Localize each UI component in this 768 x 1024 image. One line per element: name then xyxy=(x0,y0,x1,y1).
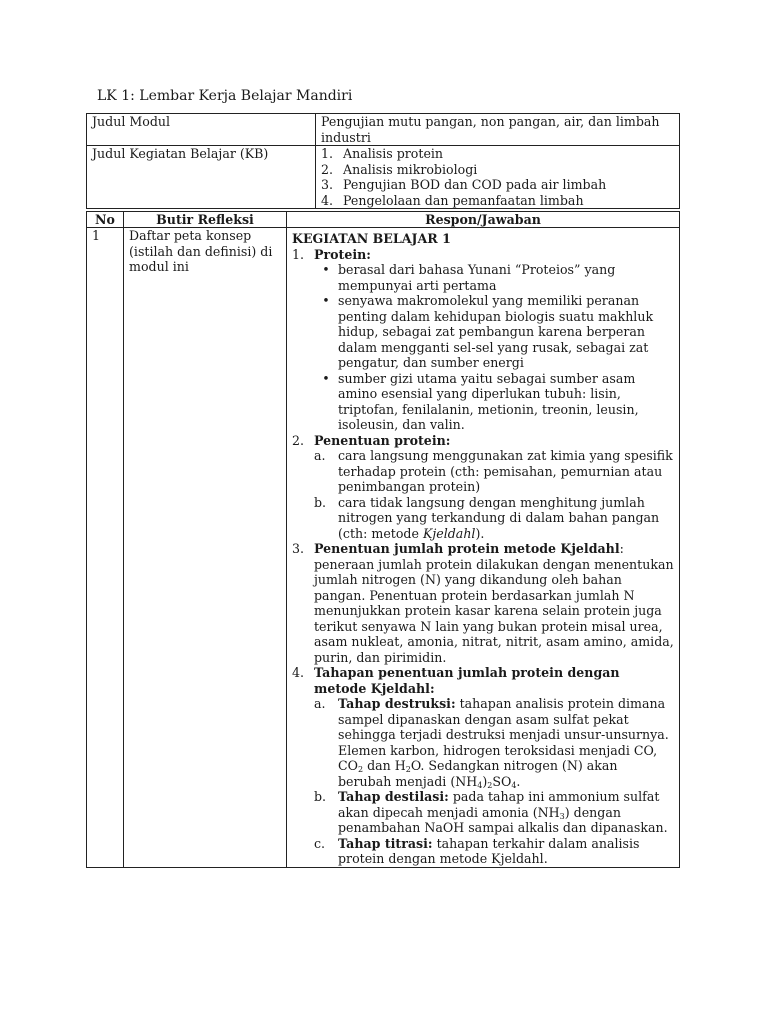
activity-title-label: Judul Kegiatan Belajar (KB) xyxy=(87,146,316,209)
header-no: No xyxy=(87,212,124,228)
bullet-icon: • xyxy=(322,370,330,386)
section-title: Penentuan protein: xyxy=(314,432,451,448)
row-reflection-item: Daftar peta konsep (istilah dan definisi) di modul ini xyxy=(124,228,287,868)
activity-title-row xyxy=(87,146,680,209)
list-item: a. Tahap destruksi: tahapan analisis protein dimana sampel dipanaskan dengan asam sulfat pekat sehingga terjadi destruksi menjadi unsur-unsurnya. Elemen karbon, hidrogen teroksidasi menjadi CO, $CO_2$ dan $H_2O$. Sedangkan nitrogen (N) akan berubah menjadi $(NH_4)_2SO_4$. xyxy=(314,696,669,790)
list-item: 3. Pengujian BOD dan COD pada air limbah xyxy=(321,177,607,192)
section-penentuan-protein: 2. Penentuan protein: a. cara langsung menggunakan zat kimia yang spesifik terhadap protein (cth: pemisahan, pemurnian atau penimbangan protein) b. cara tidak langsung dengan menghitung jumlah nitrogen yang terkandung di dalam bahan pangan (cth: metode Kjeldahl). xyxy=(292,432,673,541)
list-item: • sumber gizi utama yaitu sebagai sumber asam amino esensial yang diperlukan tubuh: lisin, triptofan, fenilalanin, metionin, treonin, leusin, isoleusin, dan valin. xyxy=(314,371,674,433)
response-cell xyxy=(287,228,680,868)
reflection-table xyxy=(86,211,680,868)
section-text: peneraan jumlah protein dilakukan dengan menentukan jumlah nitrogen (N) yang dikandung oleh bahan pangan. Penentuan protein berdasarkan jumlah N menunjukkan protein kasar karena selain protein juga terikut senyawa N lain yang bukan protein misal urea, asam nukleat, amonia, nitrat, nitrit, asam amino, amida, purin, dan pirimidin. xyxy=(314,556,674,665)
bullet-icon: • xyxy=(322,262,330,277)
section-tahapan: 4. Tahapan penentuan jumlah protein dengan metode Kjeldahl: a. Tahap destruksi: tahapan analisis protein dimana sampel dipanaskan dengan asam sulfat pekat sehingga terjadi destruksi menjadi unsur-unsurnya. Elemen karbon, hidrogen teroksidasi menjadi CO, $CO_2$ dan $H_2O$. Sedangkan nitrogen (N) akan berubah menjadi $(NH_4)_2SO_4$. b. Tahap destilasi: pada tahap ini ammonium sulfat akan dipecah menjadi amonia $(NH_3)$ dengan penambahan NaOH sampai alkalis dan dipanaskan. c. Tahap titrasi: tahapan terkahir dalam analisis protein dengan metode Kjeldahl. xyxy=(292,665,674,867)
list-item: c. Tahap titrasi: tahapan terkahir dalam analisis protein dengan metode Kjeldahl. xyxy=(314,835,640,866)
list-item: 4. Pengelolaan dan pemanfaatan limbah xyxy=(321,192,584,208)
module-info-table xyxy=(86,113,680,209)
section-title: Tahapan penentuan jumlah protein dengan metode Kjeldahl: xyxy=(314,665,620,696)
activity-list xyxy=(321,146,674,208)
section-title: Penentuan jumlah protein metode Kjeldahl xyxy=(314,541,620,556)
list-item: • berasal dari bahasa Yunani “Proteios” yang mempunyai arti pertama xyxy=(314,262,674,293)
table-row xyxy=(87,228,680,868)
module-title-row xyxy=(87,114,680,146)
section-protein: 1. Protein: • berasal dari bahasa Yunani “Proteios” yang mempunyai arti pertama • senyawa makromolekul yang memiliki peranan penting dalam kehidupan biologis suatu makhluk hidup, sebagai zat pembangun karena berperan dalam mengganti sel-sel yang rusak, sebagai zat pengatur, dan sumber energi • sumber gizi utama yaitu sebagai sumber asam amino esensial yang diperlukan tubuh: lisin, triptofan, fenilalanin, metionin, treonin, leusin, isoleusin, dan valin. xyxy=(292,247,674,433)
module-title-value: Pengujian mutu pangan, non pangan, air, dan limbah industri xyxy=(316,114,680,146)
list-item: 1. Analisis protein xyxy=(321,146,444,161)
section-title: Protein: xyxy=(314,246,371,262)
header-butir-refleksi: Butir Refleksi xyxy=(124,212,287,228)
header-row xyxy=(87,212,680,228)
row-number: 1 xyxy=(87,228,124,868)
worksheet-title: LK 1: Lembar Kerja Belajar Mandiri xyxy=(97,88,353,104)
list-item: 2. Analisis mikrobiologi xyxy=(321,161,478,177)
list-item: a. cara langsung menggunakan zat kimia yang spesifik terhadap protein (cth: pemisahan, pemurnian atau penimbangan protein) xyxy=(314,448,673,494)
list-item: b. cara tidak langsung dengan menghitung jumlah nitrogen yang terkandung di dalam bahan pangan (cth: metode Kjeldahl). xyxy=(314,494,660,541)
activity-list-cell xyxy=(316,146,680,209)
bullet-icon: • xyxy=(322,293,330,308)
header-respon-jawaban: Respon/Jawaban xyxy=(287,212,680,228)
module-title-label: Judul Modul xyxy=(87,114,316,146)
kb-heading: KEGIATAN BELAJAR 1 xyxy=(292,231,451,246)
list-item: b. Tahap destilasi: pada tahap ini ammonium sulfat akan dipecah menjadi amonia $(NH_3)$ dengan penambahan NaOH sampai alkalis dan dipanaskan. xyxy=(314,789,668,835)
list-item: • senyawa makromolekul yang memiliki peranan penting dalam kehidupan biologis suatu makhluk hidup, sebagai zat pembangun karena berperan dalam mengganti sel-sel yang rusak, sebagai zat pengatur, dan sumber energi xyxy=(314,293,674,371)
section-kjeldahl: 3. Penentuan jumlah protein metode Kjeldahl: peneraan jumlah protein dilakukan dengan menentukan jumlah nitrogen (N) yang dikandung oleh bahan pangan. Penentuan protein berdasarkan jumlah N menunjukkan protein kasar karena selain protein juga terikut senyawa N lain yang bukan protein misal urea, asam nukleat, amonia, nitrat, nitrit, asam amino, amida, purin, dan pirimidin. xyxy=(292,541,674,665)
